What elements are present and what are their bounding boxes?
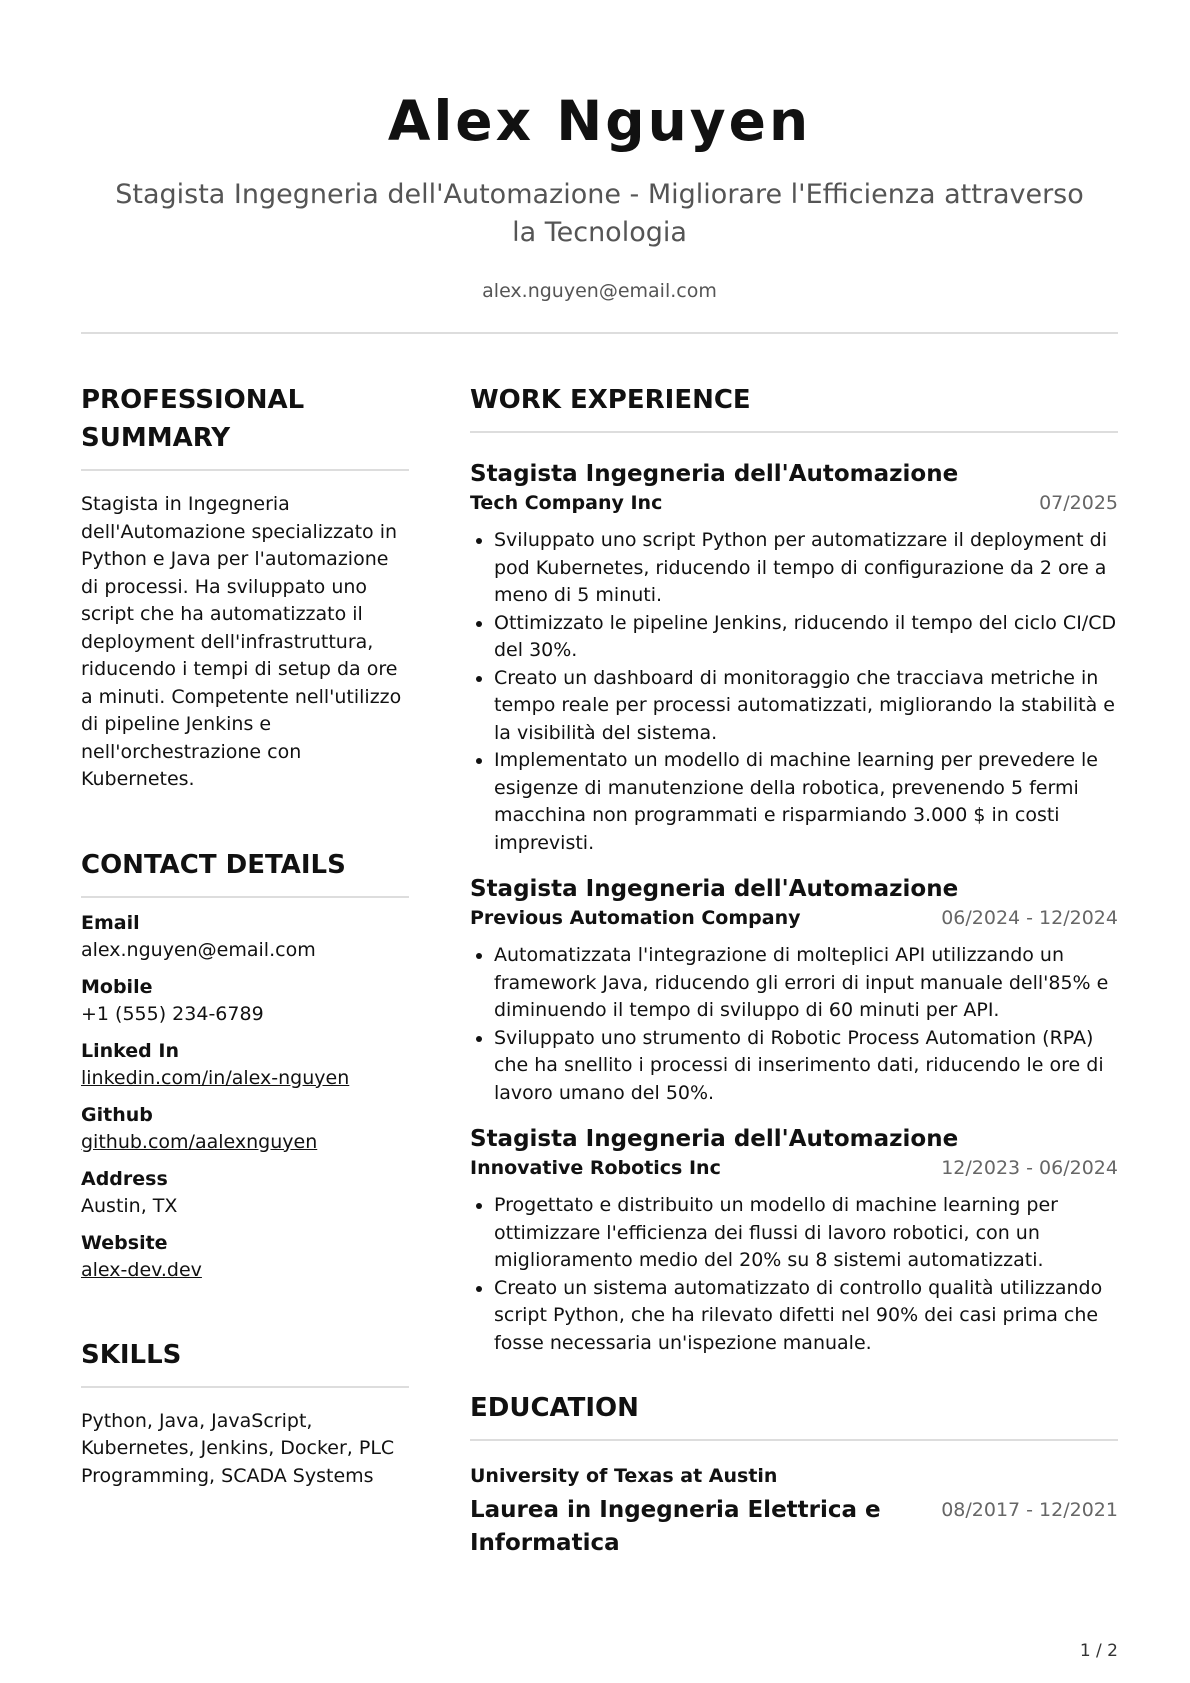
left-column [81, 381, 409, 1490]
job-title: Stagista Ingegneria dell'Automazione [470, 1126, 959, 1152]
job-dates: 06/2024 - 12/2024 [941, 907, 1118, 929]
job-entry [470, 1124, 1118, 1357]
section-divider [470, 1439, 1118, 1441]
contact-value [81, 1129, 409, 1156]
contact-value: alex.nguyen@email.com [81, 938, 316, 961]
contact-value [81, 1257, 409, 1284]
page-number: 1 / 2 [1079, 1641, 1118, 1661]
job-meta-row [470, 489, 1118, 517]
job-dates: 12/2023 - 06/2024 [941, 1157, 1118, 1179]
contact-item [81, 1102, 409, 1156]
job-dates: 07/2025 [1039, 492, 1118, 514]
education-dates: 08/2017 - 12/2021 [941, 1499, 1118, 1521]
section-divider [81, 469, 409, 471]
header-email: alex.nguyen@email.com [482, 280, 717, 302]
contact-section [81, 846, 409, 1284]
company-name: Previous Automation Company [470, 907, 801, 929]
job-bullets [470, 527, 1118, 857]
job-bullet: • Sviluppato uno script Python per automatizzare il deployment di pod Kubernetes, riducendo il tempo di configurazione da 2 ore a meno di 5 minuti. [494, 527, 1118, 610]
company-name: Tech Company Inc [470, 492, 663, 514]
degree-row [470, 1494, 1118, 1560]
section-divider [81, 896, 409, 898]
job-bullets [470, 1192, 1118, 1357]
right-column [470, 381, 1118, 1560]
education-section [470, 1389, 1118, 1560]
experience-title: WORK EXPERIENCE [470, 385, 751, 415]
job-bullets [470, 942, 1118, 1107]
contact-value [81, 1065, 409, 1092]
contact-link[interactable]: alex-dev.dev [81, 1258, 202, 1281]
candidate-tagline: Stagista Ingegneria dell'Automazione - Migliorare l'Efficienza attraverso la Tecnologia [115, 179, 1084, 248]
job-bullet: • Implementato un modello di machine learning per prevedere le esigenze di manutenzione della robotica, prevenendo 5 fermi macchina non programmati e risparmiando 3.000 $ in costi imprevisti. [494, 747, 1118, 857]
candidate-name: Alex Nguyen [387, 89, 812, 153]
contact-label: Mobile [81, 975, 153, 998]
contact-label: Website [81, 1231, 168, 1254]
contact-item [81, 910, 409, 964]
job-meta-row [470, 1154, 1118, 1182]
school-name: University of Texas at Austin [470, 1465, 778, 1487]
contact-label: Email [81, 911, 140, 934]
skills-text: Python, Java, JavaScript, Kubernetes, Jenkins, Docker, PLC Programming, SCADA Systems [81, 1409, 395, 1487]
summary-title: PROFESSIONAL SUMMARY [81, 385, 305, 453]
contact-title: CONTACT DETAILS [81, 849, 346, 880]
job-entry [470, 459, 1118, 857]
job-meta-row [470, 904, 1118, 932]
job-title: Stagista Ingegneria dell'Automazione [470, 876, 959, 902]
header-divider [81, 332, 1118, 334]
skills-section [81, 1336, 409, 1491]
contact-item [81, 1166, 409, 1220]
contact-link[interactable]: github.com/aalexnguyen [81, 1130, 318, 1153]
contact-label: Address [81, 1167, 168, 1190]
contact-label: Linked In [81, 1039, 179, 1062]
job-entry [470, 874, 1118, 1107]
contact-item [81, 1038, 409, 1092]
section-divider [470, 431, 1118, 433]
contact-value: +1 (555) 234-6789 [81, 1002, 264, 1025]
resume-header [81, 0, 1118, 334]
resume-page [81, 0, 1118, 1683]
job-bullet: • Ottimizzato le pipeline Jenkins, riducendo il tempo del ciclo CI/CD del 30%. [494, 610, 1118, 665]
skills-title: SKILLS [81, 1339, 182, 1370]
contact-item [81, 974, 409, 1028]
job-bullet: • Sviluppato uno strumento di Robotic Process Automation (RPA) che ha snellito i processi di inserimento dati, riducendo le ore di lavoro umano del 50%. [494, 1025, 1118, 1108]
job-bullet: • Creato un dashboard di monitoraggio che tracciava metriche in tempo reale per processi automatizzati, migliorando la stabilità e la visibilità del sistema. [494, 665, 1118, 748]
contact-label: Github [81, 1103, 153, 1126]
job-title: Stagista Ingegneria dell'Automazione [470, 461, 959, 487]
job-bullet: • Automatizzata l'integrazione di molteplici API utilizzando un framework Java, riducendo gli errori di input manuale dell'85% e diminuendo il tempo di sviluppo di 60 minuti per API. [494, 942, 1118, 1025]
contact-list [81, 910, 409, 1284]
summary-text: Stagista in Ingegneria dell'Automazione specializzato in Python e Java per l'automazione di processi. Ha sviluppato uno script che ha automatizzato il deployment dell'infrastruttura, riducendo i tempi di setup da ore a minuti. Competente nell'utilizzo di pipeline Jenkins e nell'orchestrazione con Kubernetes. [81, 493, 402, 790]
summary-section [81, 381, 409, 794]
contact-link[interactable]: linkedin.com/in/alex-nguyen [81, 1066, 350, 1089]
section-divider [81, 1386, 409, 1388]
contact-item [81, 1230, 409, 1284]
company-name: Innovative Robotics Inc [470, 1157, 721, 1179]
experience-section [470, 381, 1118, 1357]
degree-name: Laurea in Ingegneria Elettrica e Informatica [470, 1497, 881, 1556]
job-bullet: • Creato un sistema automatizzato di controllo qualità utilizzando script Python, che ha rilevato difetti nel 90% dei casi prima che fosse necessaria un'ispezione manuale. [494, 1275, 1118, 1358]
education-title: EDUCATION [470, 1393, 639, 1423]
job-bullet: • Progettato e distribuito un modello di machine learning per ottimizzare l'efficienza dei flussi di lavoro robotici, con un miglioramento medio del 20% su 8 sistemi automatizzati. [494, 1192, 1118, 1275]
contact-value: Austin, TX [81, 1194, 178, 1217]
job-list [470, 459, 1118, 1357]
